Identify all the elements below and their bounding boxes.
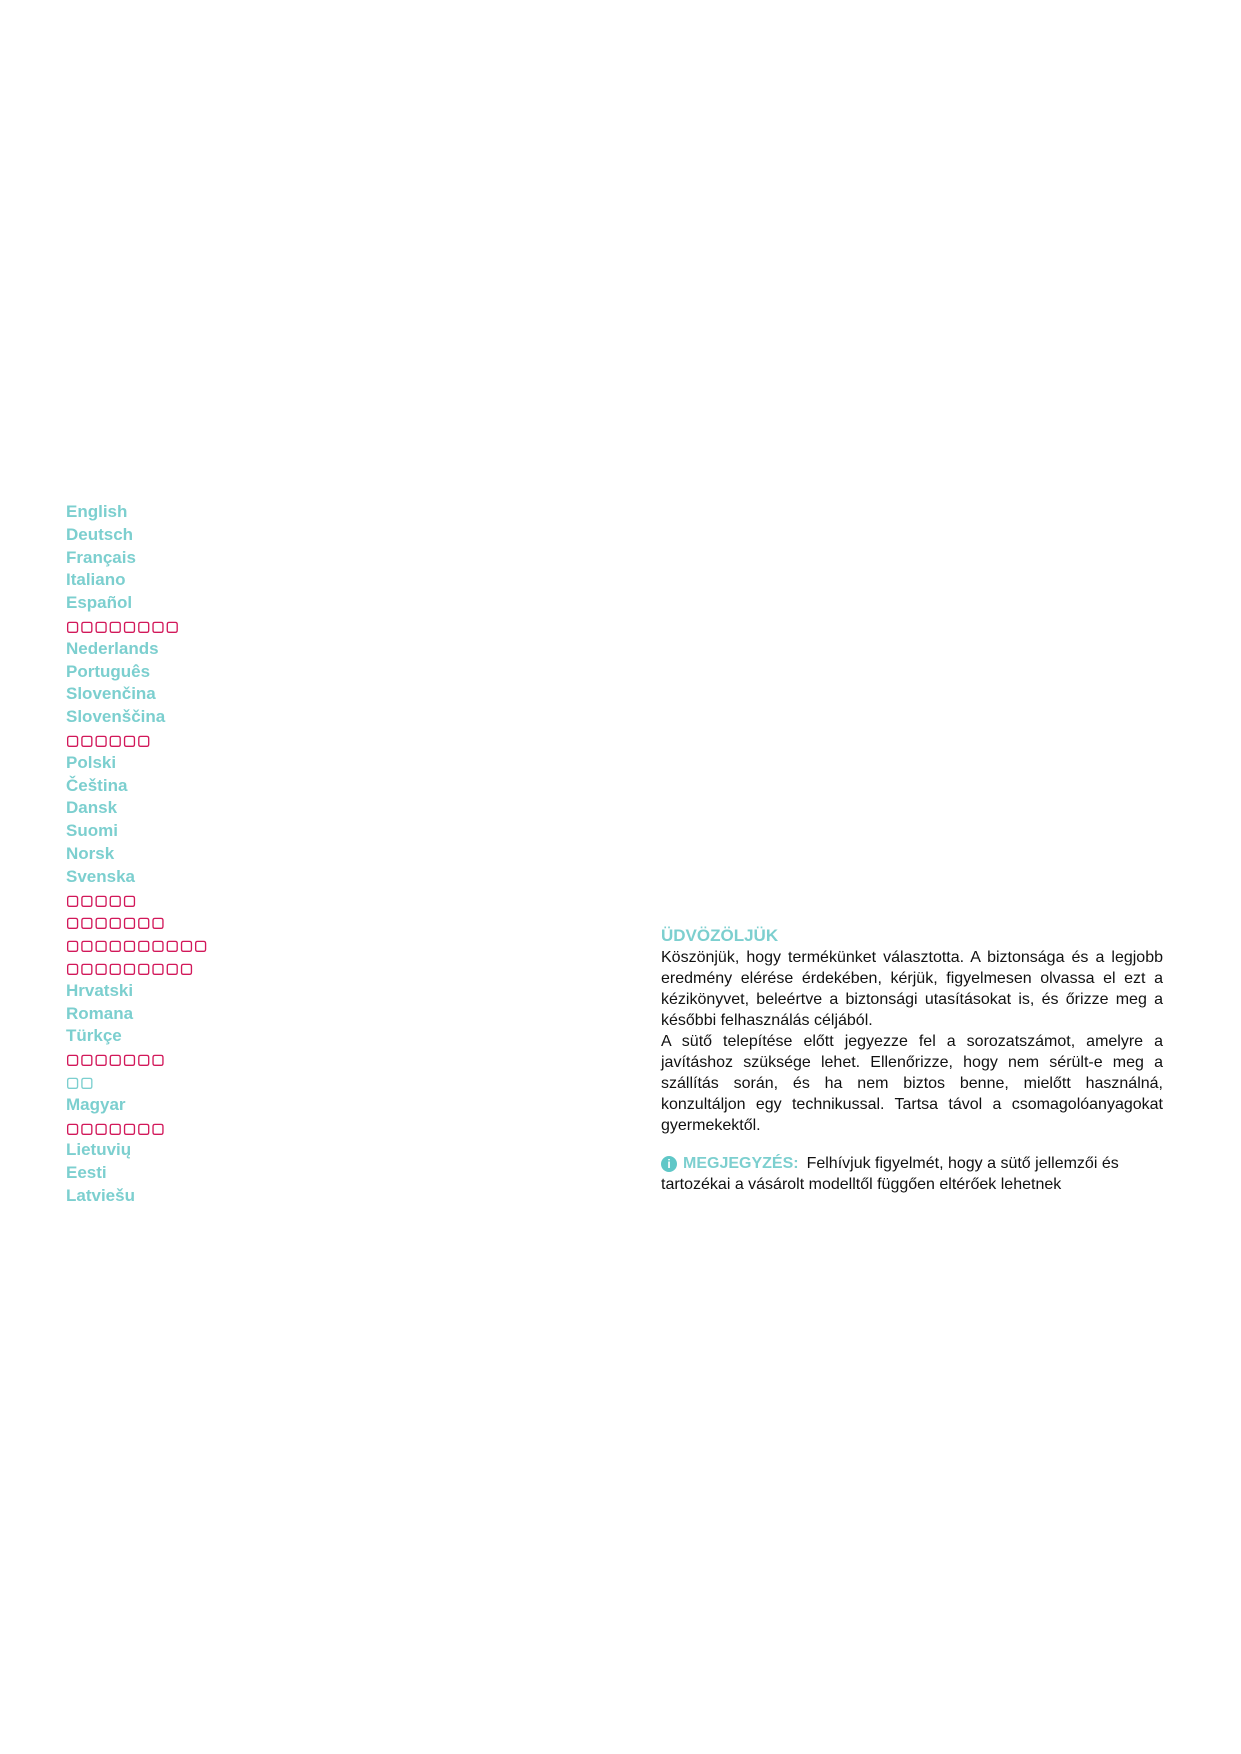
welcome-paragraph: Köszönjük, hogy termékünket választotta. A biztonsága és a legjobb eredmény elérése érdekében, kérjük, figyelmesen olvassa el ezt a kézikönyvet, beleértve a biztonsági utasításokat is, és őrizze meg a későbbi felhasználás céljából. (661, 949, 1163, 1029)
language-italiano: Italiano (66, 570, 126, 590)
language-unrendered: ▢▢▢▢▢▢▢ (66, 914, 166, 931)
welcome-section (661, 925, 1163, 1195)
language-hrvatski: Hrvatski (66, 980, 134, 1000)
language-deutsch: Deutsch (66, 524, 134, 544)
language-francais: Français (66, 547, 136, 567)
language-espanol: Español (66, 593, 133, 613)
language-suomi: Suomi (66, 821, 118, 841)
language-slovencina: Slovenčina (66, 684, 156, 704)
language-cestina: Čeština (66, 775, 128, 795)
language-unrendered: ▢▢▢▢▢▢▢▢ (66, 617, 180, 634)
language-norsk: Norsk (66, 843, 115, 863)
language-english: English (66, 502, 128, 521)
language-unrendered: ▢▢▢▢▢▢▢▢▢ (66, 959, 195, 976)
language-polski: Polski (66, 752, 117, 772)
language-portugues: Português (66, 661, 151, 681)
language-romana: Romana (66, 1003, 134, 1023)
language-latviesu: Latviešu (66, 1185, 135, 1205)
note-label: MEGJEGYZÉS: (683, 1155, 799, 1172)
language-dansk: Dansk (66, 798, 118, 818)
language-svenska: Svenska (66, 866, 135, 886)
welcome-heading: ÜDVÖZÖLJÜK (661, 926, 779, 945)
language-list (66, 501, 209, 1208)
note (661, 1153, 1163, 1195)
note-text: Felhívjuk figyelmét, hogy a sütő jellemzői és tartozékai a vásárolt modelltől függően eltérőek lehetnek (661, 1155, 1119, 1193)
language-eesti: Eesti (66, 1163, 107, 1183)
installation-paragraph: A sütő telepítése előtt jegyezze fel a sorozatszámot, amelyre a javításhoz szüksége lehet. Ellenőrizze, hogy nem sérült-e meg a szállítás során, és ha nem biztos benne, mielőtt használná, konzultáljon egy technikussal. Tartsa távol a csomagolóanyagokat gyermekektől. (661, 1033, 1163, 1134)
language-unrendered: ▢▢ (66, 1073, 95, 1090)
language-nederlands: Nederlands (66, 638, 159, 658)
language-unrendered: ▢▢▢▢▢▢ (66, 731, 152, 748)
language-unrendered: ▢▢▢▢▢ (66, 891, 138, 908)
language-unrendered: ▢▢▢▢▢▢▢▢▢▢ (66, 937, 209, 954)
language-slovenscina: Slovenščina (66, 707, 166, 727)
language-lietuviu: Lietuvių (66, 1140, 132, 1160)
language-magyar: Magyar (66, 1094, 126, 1114)
info-icon: i (661, 1156, 677, 1172)
language-turkce: Türkçe (66, 1026, 122, 1046)
language-unrendered: ▢▢▢▢▢▢▢ (66, 1119, 166, 1136)
language-unrendered: ▢▢▢▢▢▢▢ (66, 1051, 166, 1068)
